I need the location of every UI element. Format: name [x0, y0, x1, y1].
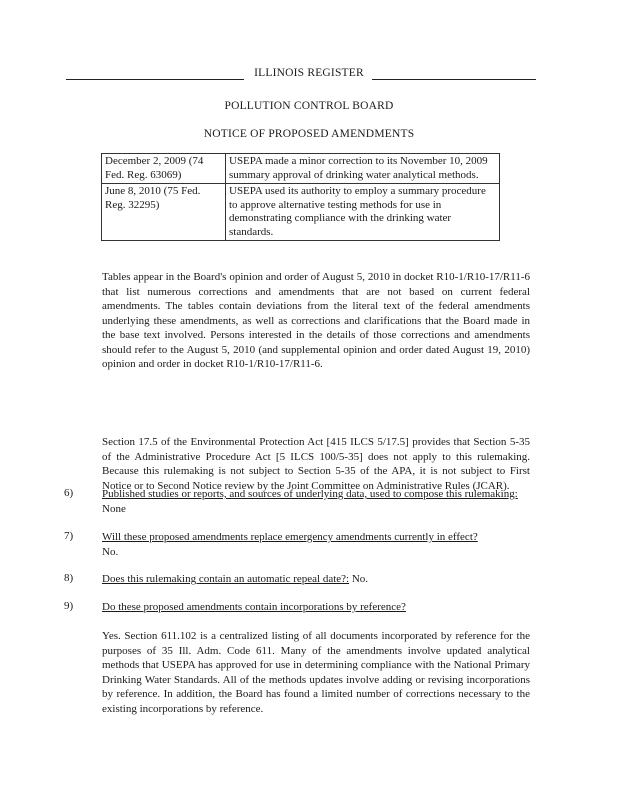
amendments-table — [101, 153, 500, 241]
answer-text: None — [102, 502, 126, 515]
item-question — [102, 530, 530, 559]
amendment-description: USEPA used its authority to employ a summary procedure to approve alternative testing methods for use in demonstrating compliance with the drinking water standards. — [226, 184, 500, 241]
table-row — [102, 154, 500, 184]
answer-text: No. — [102, 545, 119, 558]
item-question — [102, 600, 530, 615]
item-question — [102, 487, 530, 516]
item-number: 7) — [64, 530, 74, 542]
item-number: 6) — [64, 487, 74, 499]
item-question — [102, 572, 530, 587]
agency-title: POLLUTION CONTROL BOARD — [224, 100, 394, 112]
header-rule-right — [372, 79, 536, 80]
register-title: ILLINOIS REGISTER — [254, 67, 364, 79]
question-text: Will these proposed amendments replace emergency amendments currently in effect? — [102, 531, 478, 543]
table-row — [102, 184, 500, 241]
notice-title: NOTICE OF PROPOSED AMENDMENTS — [203, 128, 415, 140]
header-rule-left — [66, 79, 244, 80]
question-text: Published studies or reports, and sources of underlying data, used to compose this rulemaking: — [102, 488, 518, 500]
amendment-date: June 8, 2010 (75 Fed. Reg. 32295) — [102, 184, 226, 241]
question-text: Do these proposed amendments contain incorporations by reference? — [102, 601, 406, 613]
answer-text: No. — [351, 573, 369, 585]
item-number: 8) — [64, 572, 74, 584]
section-17-5-paragraph: Section 17.5 of the Environmental Protection Act [415 ILCS 5/17.5] provides that Section 5-35 of the Administrative Procedure Act [5 ILCS 100/5-35] does not apply to this rulemaking. Because this rulemaking is not subject to Section 5-35 of the APA, it is not subject to First Notice or to Second Notice review by the Joint Committee on Administrative Rules (JCAR). — [102, 436, 530, 492]
incorporations-paragraph: Yes. Section 611.102 is a centralized listing of all documents incorporated by reference for the purposes of 35 Ill. Adm. Code 611. Many of the amendments involve updated analytical methods that USEPA has approved for use in determining compliance with the National Primary Drinking Water Standards. All of the methods updates involve adding or revising incorporations by reference. In addition, the Board has found a limited number of corrections necessary to the existing incorporations by reference. — [102, 630, 530, 715]
amendment-description: USEPA made a minor correction to its November 10, 2009 summary approval of drinking water analytical methods. — [226, 154, 500, 184]
item-number: 9) — [64, 600, 74, 612]
tables-paragraph: Tables appear in the Board's opinion and order of August 5, 2010 in docket R10-1/R10-17/R11-6 that list numerous corrections and amendments that are not based on current federal amendments. The tables contain deviations from the literal text of the federal amendments underlying these amendments, as well as corrections and clarifications that the Board made in the base text involved. Persons interested in the details of those corrections and amendments should refer to the August 5, 2010 (and supplemental opinion and order dated August 19, 2010) opinion and order in docket R10-1/R10-17/R11-6. — [102, 271, 530, 370]
amendment-date: December 2, 2009 (74 Fed. Reg. 63069) — [102, 154, 226, 184]
question-text: Does this rulemaking contain an automatic repeal date?: — [102, 573, 350, 585]
